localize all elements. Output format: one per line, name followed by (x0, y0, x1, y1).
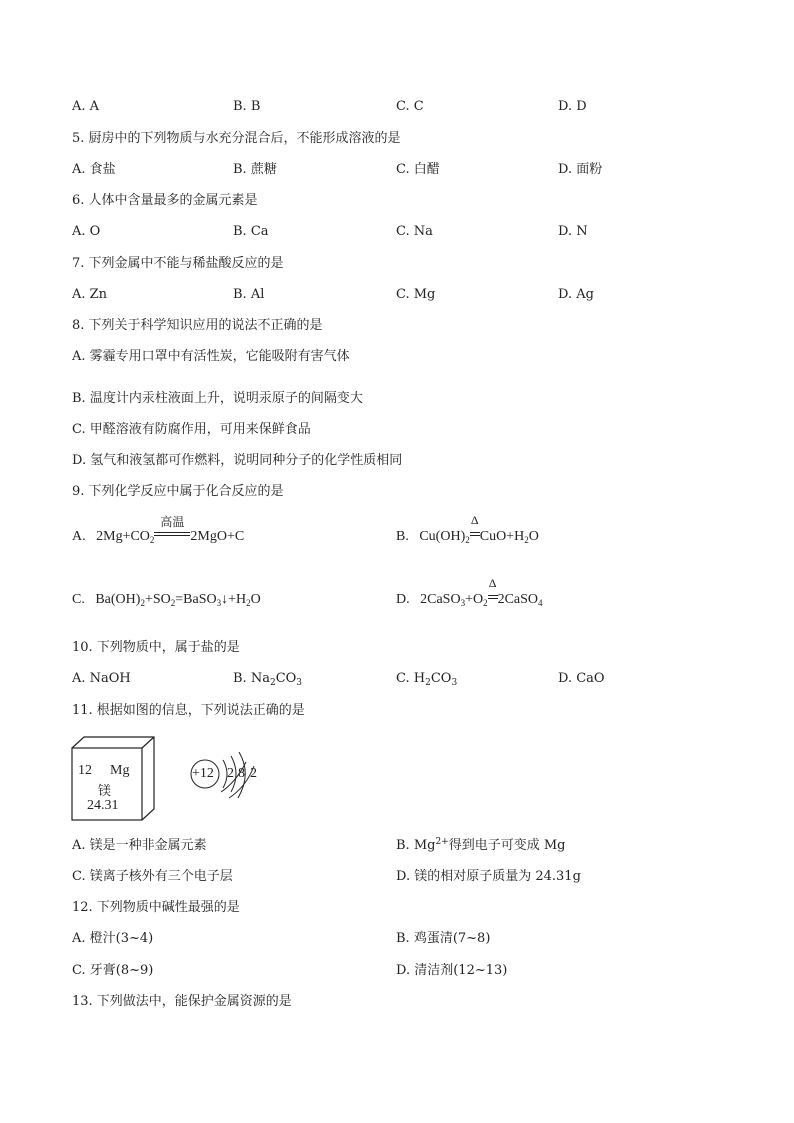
element-atomic-mass: 24.31 (87, 798, 119, 813)
q7-option-d: D. Ag (558, 287, 594, 302)
q11-option-c: C. 镁离子核外有三个电子层 (72, 869, 233, 884)
q13-stem: 13. 下列做法中，能保护金属资源的是 (72, 994, 292, 1009)
q9-option-b: B. $Cu(OH)_2$ Δ $CuO+H_2O$ (396, 513, 539, 545)
q7-option-a: A. Zn (72, 287, 108, 302)
high-temp-condition: 高温 (160, 515, 185, 529)
q7-option-b: B. Al (233, 287, 265, 302)
q9-d-label: D. (396, 592, 410, 607)
shell-2-electrons: 8 (238, 766, 245, 781)
q6-option-d: D. N (558, 224, 588, 239)
q6-option-b: B. Ca (233, 224, 269, 239)
q5-option-a: A. 食盐 (72, 162, 116, 177)
heat-condition: Δ (470, 513, 479, 527)
q12-option-c: C. 牙膏(8~9) (72, 963, 154, 978)
q6-option-c: C. Na (396, 224, 433, 239)
shell-1-electrons: 2 (227, 766, 234, 781)
q11-option-b: B. $Mg^{2+}$得到电子可变成 Mg (396, 837, 566, 853)
q6-stem: 6. 人体中含量最多的金属元素是 (72, 193, 258, 208)
q7-option-c: C. Mg (396, 287, 436, 302)
q11-option-d: D. 镁的相对原子质量为 24.31g (396, 869, 581, 884)
element-name: 镁 (98, 784, 112, 799)
q8-option-d: D. 氢气和液氢都可作燃料，说明同种分子的化学性质相同 (72, 453, 403, 468)
q12-option-d: D. 清洁剂(12~13) (396, 963, 508, 978)
nucleus-charge: +12 (192, 766, 214, 781)
q12-stem: 12. 下列物质中碱性最强的是 (72, 900, 240, 915)
q8-stem: 8. 下列关于科学知识应用的说法不正确的是 (72, 318, 323, 333)
q10-option-b: B. $Na_2CO_3$ (233, 671, 303, 688)
q8-option-a: A. 雾霾专用口罩中有活性炭，它能吸附有害气体 (72, 349, 350, 364)
shell-3-electrons: 2 (250, 766, 257, 781)
q4-option-b: B. B (233, 99, 261, 114)
q6-option-a: A. O (72, 224, 101, 239)
q9-option-d: D. $2CaSO_3+O_2$ Δ 2CaSO$_4$ (396, 576, 543, 608)
q4-option-d: D. D (558, 99, 587, 114)
q9-b-label: B. (396, 529, 409, 544)
q12-option-b: B. 鸡蛋清(7~8) (396, 931, 491, 946)
q5-stem: 5. 厨房中的下列物质与水充分混合后，不能形成溶液的是 (72, 131, 401, 146)
q4-option-c: C. C (396, 99, 424, 114)
q10-option-d: D. CaO (558, 671, 605, 686)
q11-option-a: A. 镁是一种非金属元素 (72, 838, 207, 853)
q9-option-c: C. $Ba(OH)_2+SO_2=BaSO_3↓+H_2O$ (72, 592, 261, 608)
q9-a-label: A. (72, 529, 86, 544)
heat-condition: Δ (488, 576, 497, 590)
q10-option-a: A. NaOH (72, 671, 131, 686)
q9-c-label: C. (72, 592, 85, 607)
q8-option-b: B. 温度计内汞柱液面上升，说明汞原子的间隔变大 (72, 391, 363, 406)
q12-option-a: A. 橙汁(3~4) (72, 931, 154, 946)
element-atomic-number: 12 (78, 763, 92, 778)
q5-option-c: C. 白醋 (396, 162, 440, 177)
q9-option-a: A. $2Mg+CO_2$ 高温 2MgO+C (72, 515, 245, 545)
q9-stem: 9. 下列化学反应中属于化合反应的是 (72, 484, 284, 499)
atomic-structure-diagram (186, 752, 266, 812)
q5-option-d: D. 面粉 (558, 162, 603, 177)
q4-option-a: A. A (72, 99, 100, 114)
q5-option-b: B. 蔗糖 (233, 162, 277, 177)
q10-option-c: C. $H_2CO_3$ (396, 671, 458, 688)
q10-stem: 10. 下列物质中，属于盐的是 (72, 640, 240, 655)
q8-option-c: C. 甲醛溶液有防腐作用，可用来保鲜食品 (72, 422, 311, 437)
element-symbol: Mg (110, 763, 130, 778)
q11-stem: 11. 根据如图的信息，下列说法正确的是 (72, 703, 305, 718)
q7-stem: 7. 下列金属中不能与稀盐酸反应的是 (72, 256, 284, 271)
